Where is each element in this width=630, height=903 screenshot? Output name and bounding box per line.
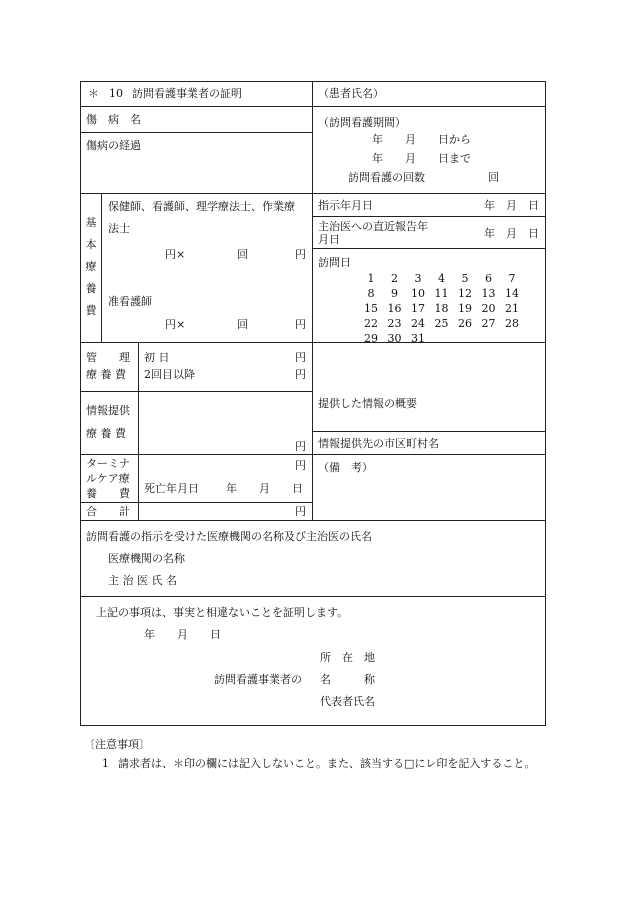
- death-date: 年 月 日: [226, 482, 303, 495]
- disease-name-label: 傷 病 名: [86, 113, 141, 126]
- patient-name-label: （患者氏名）: [318, 87, 384, 100]
- row-divider: [312, 431, 546, 432]
- visit-day: 18: [434, 302, 449, 315]
- visit-day: 6: [485, 272, 492, 285]
- management-first-day: 初 日: [144, 351, 170, 364]
- remarks-label: （備 考）: [318, 461, 373, 474]
- certification-date: 年 月 日: [144, 628, 221, 641]
- certification-statement: 上記の事項は、事実と相違ないことを証明します。: [96, 606, 349, 619]
- report-date-label-line2: 月日: [318, 233, 340, 246]
- visit-day: 5: [461, 272, 469, 285]
- row-divider: [80, 454, 546, 455]
- visit-days-label: 訪問日: [318, 256, 351, 269]
- business-name-label: 名 称: [320, 673, 375, 686]
- note-number: 1: [102, 757, 109, 770]
- visit-day: 2: [391, 272, 398, 285]
- attending-doctor-label: 主 治 医 氏 名: [108, 574, 177, 587]
- professions-line2: 法士: [108, 222, 130, 235]
- visit-day: 13: [481, 287, 496, 300]
- visit-day: 23: [387, 317, 402, 330]
- instruction-date-label: 指示年月日: [318, 199, 373, 212]
- visit-day: 12: [458, 287, 472, 300]
- professions-yen: 円: [295, 248, 306, 261]
- row-divider: [80, 502, 312, 503]
- medical-institution-title: 訪問看護の指示を受けた医療機関の名称及び主治医の氏名: [86, 530, 372, 543]
- section-title: 訪問看護事業者の証明: [132, 87, 242, 100]
- row-divider: [312, 248, 546, 249]
- visit-day: 24: [411, 317, 425, 330]
- visit-day: 21: [505, 302, 519, 315]
- disease-course-label: 傷病の経過: [86, 139, 141, 152]
- instruction-date: 年 月 日: [484, 199, 539, 212]
- medical-institution-name-label: 医療機関の名称: [108, 552, 185, 565]
- visit-day: 11: [434, 287, 449, 300]
- assistant-yen: 円: [295, 318, 306, 331]
- visit-day: 17: [411, 302, 425, 315]
- management-first-yen: 円: [295, 351, 306, 364]
- terminal-care-label-line3: 養 費: [86, 487, 130, 500]
- visit-day: 30: [387, 332, 402, 345]
- row-divider: [80, 520, 546, 521]
- row-divider: [80, 132, 312, 133]
- row-divider: [80, 342, 546, 343]
- visit-day: 20: [481, 302, 496, 315]
- total-yen: 円: [295, 505, 306, 518]
- info-city-label: 情報提供先の市区町村名: [318, 437, 439, 450]
- row-divider: [80, 391, 312, 392]
- asterisk-mark: ＊: [88, 87, 99, 100]
- terminal-care-label-line1: ターミナ: [86, 457, 130, 470]
- management-second-yen: 円: [295, 368, 306, 381]
- visit-day: 31: [411, 332, 425, 345]
- row-divider: [80, 106, 546, 107]
- visit-day: 3: [414, 272, 422, 285]
- info-fee-label-line2: 療 養 費: [86, 427, 126, 440]
- visit-day: 16: [387, 302, 402, 315]
- assistant-nurse-label: 准看護師: [108, 295, 152, 308]
- business-operator-label: 訪問看護事業者の: [214, 673, 302, 686]
- terminal-care-label-line2: ルケア療: [86, 472, 130, 485]
- visit-day: 26: [458, 317, 472, 330]
- note-text: 請求者は、＊印の欄には記入しないこと。また、該当する□にレ印を記入すること。: [118, 757, 536, 770]
- visit-day: 15: [364, 302, 378, 315]
- row-divider: [80, 193, 546, 194]
- period-from: 年 月 日から: [372, 133, 471, 146]
- management-second-day: 2回目以降: [144, 368, 195, 381]
- visit-day: 10: [411, 287, 425, 300]
- report-date: 年 月 日: [484, 227, 539, 240]
- visit-count-unit: 回: [488, 171, 499, 184]
- visit-period-label: （訪問看護期間）: [318, 116, 406, 129]
- management-fee-label-line1: 管 理: [86, 351, 130, 364]
- visit-day: 8: [367, 287, 375, 300]
- visit-day: 22: [364, 317, 378, 330]
- professions-calc: 円×: [165, 248, 186, 261]
- professions-times: 回: [237, 248, 248, 261]
- period-to: 年 月 日まで: [372, 152, 471, 165]
- row-divider: [312, 216, 546, 217]
- row-divider: [80, 596, 546, 597]
- visit-day: 28: [505, 317, 519, 330]
- visit-day: 27: [481, 317, 496, 330]
- management-fee-label-line2: 療 養 費: [86, 368, 126, 381]
- col-divider: [312, 81, 313, 520]
- professions-line1: 保健師、看護師、理学療法士、作業療: [108, 200, 295, 213]
- death-date-label: 死亡年月日: [144, 482, 199, 495]
- visit-day: 1: [367, 272, 375, 285]
- representative-name-label: 代表者氏名: [320, 695, 375, 708]
- visit-day: 7: [508, 272, 516, 285]
- terminal-care-yen: 円: [295, 459, 306, 472]
- assistant-calc: 円×: [165, 318, 186, 331]
- business-address-label: 所 在 地: [320, 651, 375, 664]
- info-fee-label-line1: 情報提供: [86, 404, 130, 417]
- report-date-label-line1: 主治医への直近報告年: [318, 220, 428, 233]
- visit-day: 4: [438, 272, 445, 285]
- assistant-times: 回: [237, 318, 248, 331]
- info-summary-label: 提供した情報の概要: [318, 397, 417, 410]
- visit-day: 25: [434, 317, 449, 330]
- visit-day: 29: [364, 332, 378, 345]
- visit-day: 14: [505, 287, 519, 300]
- col-divider: [101, 193, 102, 342]
- visit-count-label: 訪問看護の回数: [348, 171, 425, 184]
- basic-care-fee-vertical-label: 基本療養費: [85, 216, 97, 317]
- info-fee-yen: 円: [295, 440, 306, 453]
- visit-day: 19: [458, 302, 472, 315]
- section-number: 10: [109, 87, 123, 100]
- visit-day: 9: [391, 287, 398, 300]
- notes-title: 〔注意事項〕: [84, 738, 150, 751]
- total-label: 合 計: [86, 505, 130, 518]
- col-divider: [138, 342, 139, 520]
